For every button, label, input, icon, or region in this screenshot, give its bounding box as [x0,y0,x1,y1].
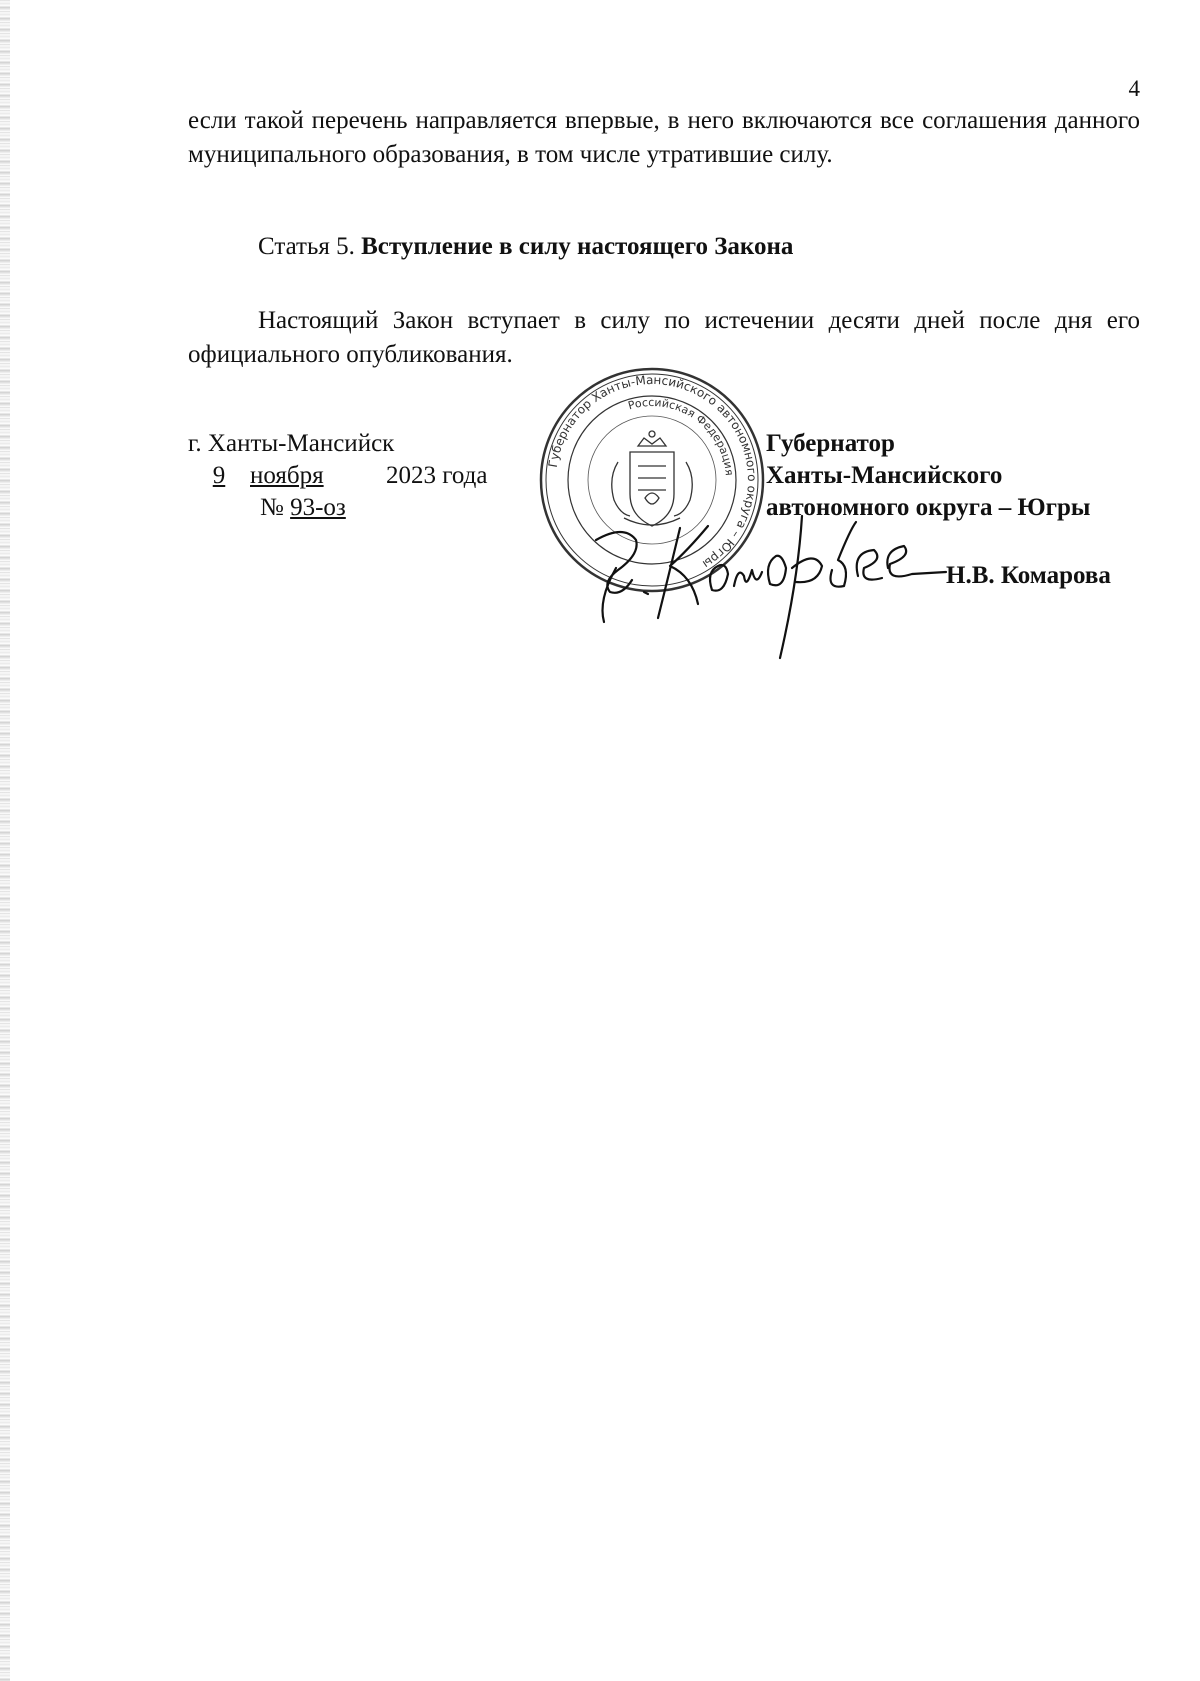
date-day: 9 [212,462,226,489]
article-heading [258,230,793,264]
city-line: г. Ханты-Мансийск [188,430,395,457]
governor-name: Н.В. Комарова [946,562,1111,589]
paragraph-entry-into-force: Настоящий Закон вступает в силу по истечении десяти дней после дня его официального опубликования. [188,307,1140,368]
law-number-line [188,492,487,524]
date-month: ноября [250,462,324,489]
paragraph-continuation: если такой перечень направляется впервые, в него включаются все соглашения данного муниципального образования, в том числе утратившие силу. [188,107,1140,168]
governor-title-line-1: Губернатор [766,430,895,457]
law-number: 93-оз [290,494,346,521]
seal-inner-text-path: Российская Федерация [626,395,736,477]
article-prefix: Статья 5. [258,233,355,260]
date-line [188,460,487,492]
scan-edge [0,0,10,1681]
article-title: Вступление в силу настоящего Закона [361,233,794,260]
governor-title-line-2: Ханты-Мансийского [766,462,1003,489]
number-sign: № [260,494,284,521]
page-number: 4 [1128,76,1140,101]
handwritten-signature [588,510,948,660]
date-year: 2023 года [386,462,488,489]
seal-outer-text-path: Губернатор Ханты-Мансийского автономного округа – Югры [545,372,760,572]
governor-title-line-3: автономного округа – Югры [766,494,1091,521]
place-date-number-block [188,428,487,524]
